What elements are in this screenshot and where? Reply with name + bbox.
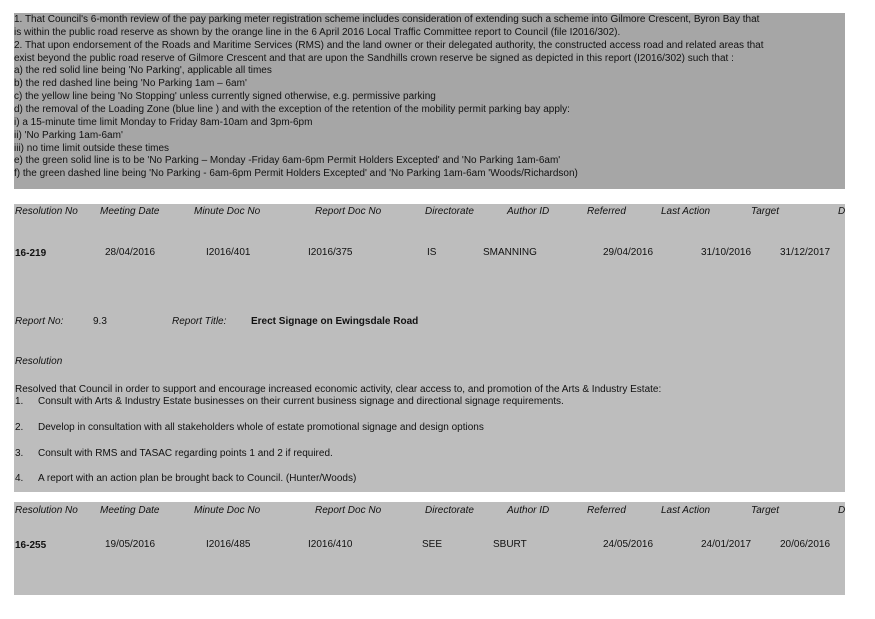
resolution-text-line: ii) 'No Parking 1am-6am': [14, 129, 123, 141]
target-value: 20/06/2016: [780, 539, 831, 550]
header-referred: Referred: [587, 505, 626, 516]
resolution-text-line: d) the removal of the Loading Zone (blue line ) and with the exception of the retention of the mobility permit parking bay apply:: [14, 103, 570, 115]
resolution-text-line: exist beyond the public road reserve of Gilmore Crescent and that are upon the Sandhills crown reserve be signed as depicted in this report (I2016/302) such that :: [14, 52, 734, 64]
resolution-no-value: 16-219: [15, 248, 47, 259]
last-action-value: 31/10/2016: [701, 247, 752, 258]
header-target: Target: [751, 206, 779, 217]
resolution-no-value: 16-255: [15, 540, 47, 551]
header-target: Target: [751, 505, 779, 516]
header-minute-doc-no: Minute Doc No: [194, 206, 261, 217]
author-id-value: SBURT: [493, 539, 527, 550]
header-directorate: Directorate: [425, 206, 474, 217]
minute-doc-value: I2016/401: [206, 247, 251, 258]
report-doc-value: I2016/410: [308, 539, 353, 550]
resolution-text-line: 1. That Council's 6-month review of the pay parking meter registration scheme includes consideration of extending such a scheme into Gilmore Crescent, Byron Bay that: [14, 14, 760, 25]
last-action-value: 24/01/2017: [701, 539, 752, 550]
header-report-doc-no: Report Doc No: [315, 505, 382, 516]
header-author-id: Author ID: [507, 505, 550, 516]
resolution-label: Resolution: [15, 356, 63, 367]
report-title-label: Report Title:: [172, 316, 227, 327]
report-no-label: Report No:: [15, 316, 64, 327]
referred-value: 29/04/2016: [603, 247, 654, 258]
header-minute-doc-no: Minute Doc No: [194, 505, 261, 516]
resolution-text-line: iii) no time limit outside these times: [14, 142, 170, 154]
directorate-value: IS: [427, 247, 437, 258]
header-author-id: Author ID: [507, 206, 550, 217]
referred-value: 24/05/2016: [603, 539, 654, 550]
author-id-value: SMANNING: [483, 247, 537, 258]
header-d: D: [838, 206, 846, 217]
target-value: 31/12/2017: [780, 247, 831, 258]
header-d: D: [838, 505, 846, 516]
report-title-value: Erect Signage on Ewingsdale Road: [251, 316, 419, 327]
header-report-doc-no: Report Doc No: [315, 206, 382, 217]
resolution-text-line: c) the yellow line being 'No Stopping' unless currently signed otherwise, e.g. permissive parking: [14, 91, 436, 103]
resolution-record-16-219: [14, 236, 845, 492]
item-text: A report with an action plan be brought back to Council. (Hunter/Woods): [38, 473, 357, 484]
header-resolution-no: Resolution No: [15, 505, 78, 516]
minute-doc-value: I2016/485: [206, 539, 251, 550]
resolution-text-line: b) the red dashed line being 'No Parking 1am – 6am': [14, 78, 247, 90]
table-header-row: [14, 502, 845, 528]
report-doc-value: I2016/375: [308, 247, 353, 258]
report-no-value: 9.3: [93, 316, 107, 327]
header-last-action: Last Action: [661, 206, 711, 217]
resolution-text-line: is within the public road reserve as shown by the orange line in the 6 April 2016 Local Traffic Committee report to Council (file I2016/302).: [14, 26, 621, 38]
header-meeting-date: Meeting Date: [100, 505, 160, 516]
item-number: 4.: [15, 473, 24, 484]
header-referred: Referred: [587, 206, 626, 217]
item-text: Consult with Arts & Industry Estate businesses on their current business signage and directional signage requirements.: [38, 396, 564, 407]
resolution-text-line: i) a 15-minute time limit Monday to Friday 8am-10am and 3pm-6pm: [14, 116, 313, 128]
header-resolution-no: Resolution No: [15, 206, 78, 217]
header-meeting-date: Meeting Date: [100, 206, 160, 217]
previous-resolution-text-block: [14, 13, 845, 189]
resolution-text-line: e) the green solid line is to be 'No Parking – Monday -Friday 6am-6pm Permit Holders Excepted' and 'No Parking 1am-6am': [14, 155, 561, 167]
resolution-record-16-255: [14, 528, 845, 595]
item-text: Develop in consultation with all stakeholders whole of estate promotional signage and design options: [38, 422, 484, 433]
table-header-row: [14, 204, 845, 236]
resolution-text-line: a) the red solid line being 'No Parking', applicable all times: [14, 65, 272, 77]
item-number: 3.: [15, 448, 24, 459]
resolution-text-line: f) the green dashed line being 'No Parking - 6am-6pm Permit Holders Excepted' and 'No Parking 1am-6am 'Woods/Richardson): [14, 168, 578, 180]
header-directorate: Directorate: [425, 505, 474, 516]
header-last-action: Last Action: [661, 505, 711, 516]
directorate-value: SEE: [422, 539, 443, 550]
meeting-date-value: 19/05/2016: [105, 539, 156, 550]
item-number: 2.: [15, 422, 24, 433]
item-text: Consult with RMS and TASAC regarding points 1 and 2 if required.: [38, 448, 333, 459]
resolution-intro: Resolved that Council in order to support and encourage increased economic activity, clear access to, and promotion of the Arts & Industry Estate:: [15, 384, 662, 395]
resolution-text-line: 2. That upon endorsement of the Roads and Maritime Services (RMS) and the land owner or their delegated authority, the constructed access road and related areas that: [14, 39, 764, 51]
meeting-date-value: 28/04/2016: [105, 247, 156, 258]
item-number: 1.: [15, 396, 24, 407]
